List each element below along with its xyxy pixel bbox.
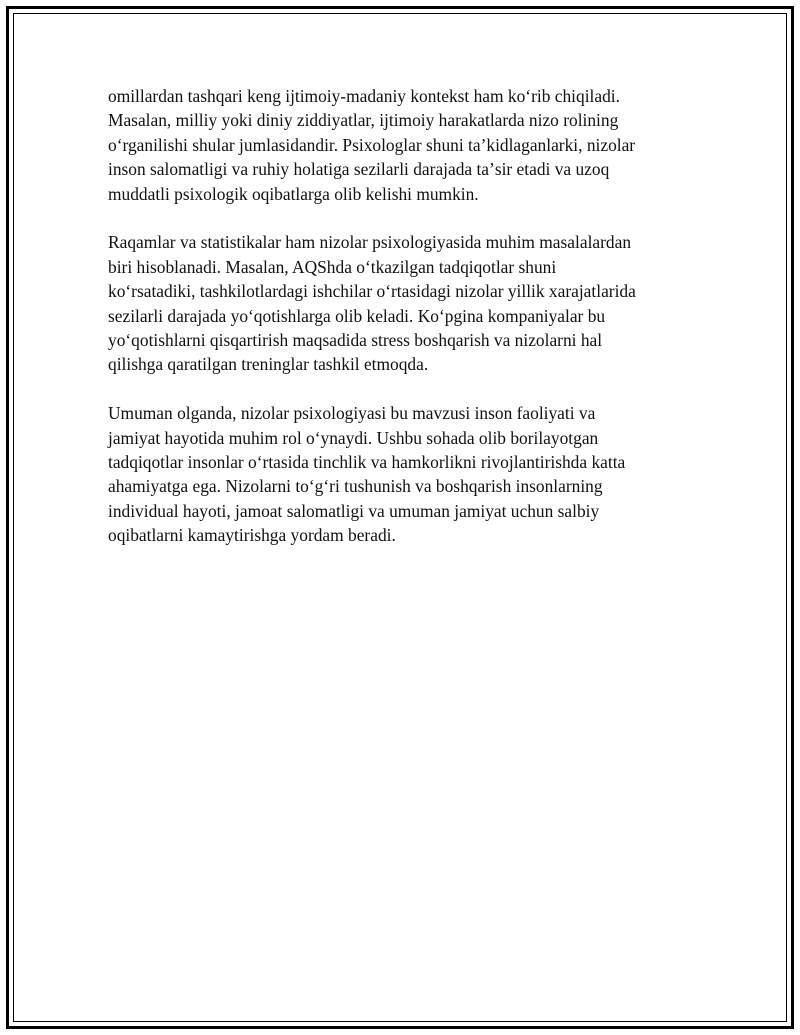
text-line: Masalan, milliy yoki diniy ziddiyatlar, ijtimoiy harakatlarda nizo rolining [108,110,619,131]
text-line: jamiyat hayotida muhim rol oʻynaydi. Ushbu sohada olib borilayotgan [108,427,599,448]
text-line: yoʻqotishlarni qisqartirish maqsadida stress boshqarish va nizolarni hal [108,330,603,351]
text-line: tadqiqotlar insonlar oʻrtasida tinchlik va hamkorlikni rivojlantirishda katta [108,452,626,473]
text-line: oqibatlarni kamaytirishga yordam beradi. [108,525,396,546]
text-line: sezilarli darajada yoʻqotishlarga olib keladi. Koʻpgina kompaniyalar bu [108,305,606,326]
text-line: oʻrganilishi shular jumlasidandir. Psixologlar shuni taʼkidlaganlarki, nizolar [108,134,636,155]
text-line: koʻrsatadiki, tashkilotlardagi ishchilar oʻrtasidagi nizolar yillik xarajatlarida [108,281,636,302]
text-line: muddatli psixologik oqibatlarga olib kelishi mumkin. [108,183,479,204]
paragraph-2 [108,230,680,376]
text-line: biri hisoblanadi. Masalan, AQShda oʻtkazilgan tadqiqotlar shuni [108,256,557,277]
text-line: inson salomatligi va ruhiy holatiga sezilarli darajada taʼsir etadi va uzoq [108,159,610,180]
paragraph-3 [108,401,680,547]
text-line: Raqamlar va statistikalar ham nizolar psixologiyasida muhim masalalardan [108,232,632,253]
paragraph-1 [108,84,680,206]
text-line: qilishga qaratilgan treninglar tashkil etmoqda. [108,354,429,375]
text-line: omillardan tashqari keng ijtimoiy-madaniy kontekst ham koʻrib chiqiladi. [108,86,620,106]
text-line: individual hayoti, jamoat salomatligi va umuman jamiyat uchun salbiy [108,500,600,521]
document-body [108,84,680,572]
text-line: Umuman olganda, nizolar psixologiyasi bu mavzusi inson faoliyati va [108,403,596,424]
text-line: ahamiyatga ega. Nizolarni toʻgʻri tushunish va boshqarish insonlarning [108,476,603,497]
